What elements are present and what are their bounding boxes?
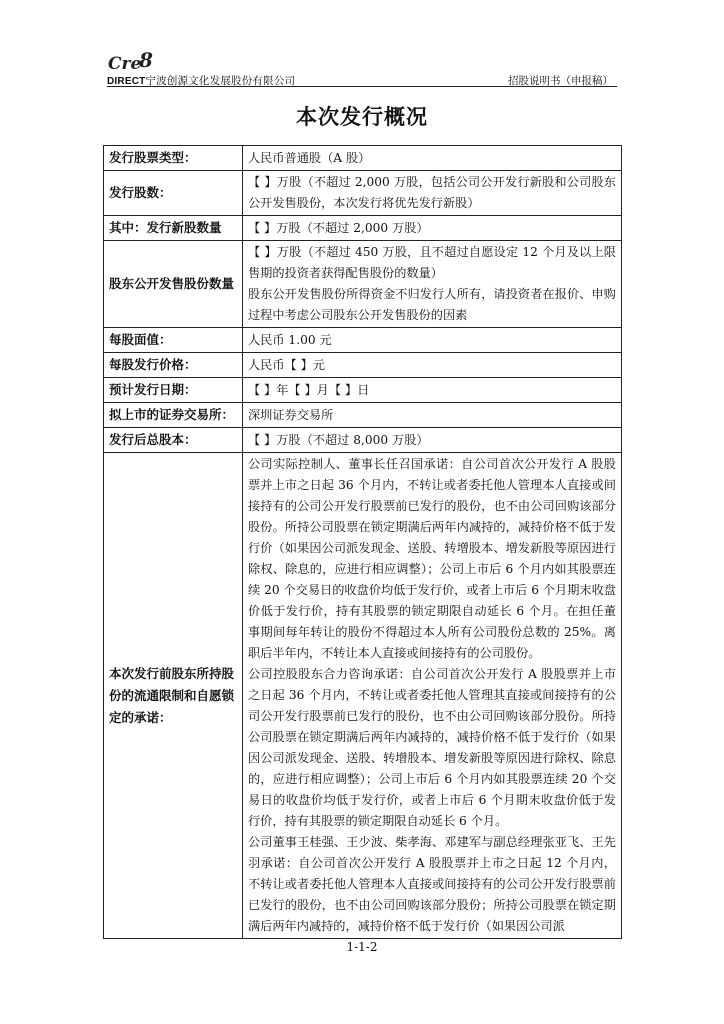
row-label: 每股发行价格： [104, 353, 243, 378]
page-header [107, 52, 617, 88]
row-value [243, 216, 622, 241]
row-label: 本次发行前股东所持股份的流通限制和自愿锁定的承诺： [104, 453, 243, 939]
header-divider [107, 86, 617, 87]
value-paragraph: 【 】万股（不超过 2,000 万股） [248, 220, 429, 235]
table-row [104, 146, 622, 171]
value-paragraph: 人民币 1.00 元 [248, 332, 332, 347]
row-value [243, 453, 622, 939]
row-value [243, 378, 622, 403]
page-title: 本次发行概况 [296, 105, 428, 129]
row-value [243, 241, 622, 328]
offering-overview-table [103, 145, 622, 939]
row-label: 发行股数： [104, 171, 243, 216]
value-paragraph: 人民币普通股（A 股） [248, 150, 371, 165]
row-value [243, 328, 622, 353]
document-type: 招股说明书（申报稿） [508, 75, 613, 87]
row-label: 发行后总股本： [104, 428, 243, 453]
value-paragraph: 公司控股股东合力咨询承诺：自公司首次公开发行 A 股股票并上市之日起 36 个月内，不转让或者委托他人管理其直接或间接持有的公司公开发行股票前已发行的股份，也不由公司回购该部分股份。所持公司股票在锁定期满后两年内减持的，减持价格不低于发行价（如果因公司派发现金、送股、转增股本、增发新股等原因进行除权、除息的，应进行相应调整）；公司上市后 6 个月内如其股票连续 20 个交易日的收盘价均低于发行价，或者上市后 6 个月期末收盘价低于发行价，持有其股票的锁定期限自动延长 6 个月。 [248, 667, 616, 828]
value-paragraph: 【 】万股（不超过 450 万股，且不超过自愿设定 12 个月及以上限售期的投资者获得配售股份的数量） [248, 245, 616, 280]
row-value [243, 428, 622, 453]
table-row [104, 378, 622, 403]
table-row [104, 403, 622, 428]
table-row [104, 216, 622, 241]
row-label: 其中：发行新股数量 [104, 216, 243, 241]
table-row [104, 353, 622, 378]
value-paragraph: 人民币【 】元 [248, 357, 325, 372]
cre8-logo-icon [107, 52, 155, 74]
row-label: 预计发行日期： [104, 378, 243, 403]
value-paragraph: 公司实际控制人、董事长任召国承诺：自公司首次公开发行 A 股股票并上市之日起 36 个月内，不转让或者委托他人管理本人直接或间接持有的公司公开发行股票前已发行的股份，也不由公司回购该部分股份。所持公司股票在锁定期满后两年内减持的，减持价格不低于发行价（如果因公司派发现金、送股、转增股本、增发新股等原因进行除权、除息的，应进行相应调整）；公司上市后 6 个月内如其股票连续 20 个交易日的收盘价均低于发行价，或者上市后 6 个月期末收盘价低于发行价，持有其股票的锁定期限自动延长 6 个月。在担任董事期间每年转让的股份不得超过本人所有公司股份总数的 25%。离职后半年内，不转让本人直接或间接持有的公司股份。 [248, 457, 616, 660]
row-value [243, 403, 622, 428]
row-value [243, 171, 622, 216]
row-value [243, 146, 622, 171]
table-row [104, 328, 622, 353]
row-value [243, 353, 622, 378]
svg-text:Cre: Cre [108, 54, 142, 74]
table-row [104, 428, 622, 453]
table-row [104, 171, 622, 216]
row-label: 每股面值： [104, 328, 243, 353]
value-paragraph: 【 】万股（不超过 2,000 万股，包括公司公开发行新股和公司股东公开发售股份，本次发行将优先发行新股） [248, 175, 616, 210]
row-label: 拟上市的证券交易所： [104, 403, 243, 428]
value-paragraph: 公司董事王桂强、王少波、柴孝海、邓建军与副总经理张亚飞、王先羽承诺：自公司首次公开发行 A 股股票并上市之日起 12 个月内，不转让或者委托他人管理本人直接或间接持有的公司公开发行股票前已发行的股份，也不由公司回购该部分股份；所持公司股票在锁定期满后两年内减持的，减持价格不低于发行价（如果因公司派 [248, 835, 616, 933]
page-number: 1-1-2 [346, 940, 378, 954]
table-row [104, 453, 622, 939]
brand-text: DIRECT [107, 76, 146, 87]
table-row [104, 241, 622, 328]
value-paragraph: 深圳证券交易所 [248, 407, 334, 422]
svg-text:8: 8 [139, 52, 153, 72]
company-text: 宁波创源文化发展股份有限公司 [145, 75, 296, 87]
table-body [104, 146, 622, 939]
value-paragraph: 【 】年【 】月【 】日 [248, 382, 370, 397]
value-paragraph: 【 】万股（不超过 8,000 万股） [248, 432, 429, 447]
value-paragraph: 股东公开发售股份所得资金不归发行人所有，请投资者在报价、申购过程中考虑公司股东公开发售股份的因素 [248, 287, 616, 322]
row-label: 发行股票类型： [104, 146, 243, 171]
row-label: 股东公开发售股份数量 [104, 241, 243, 328]
